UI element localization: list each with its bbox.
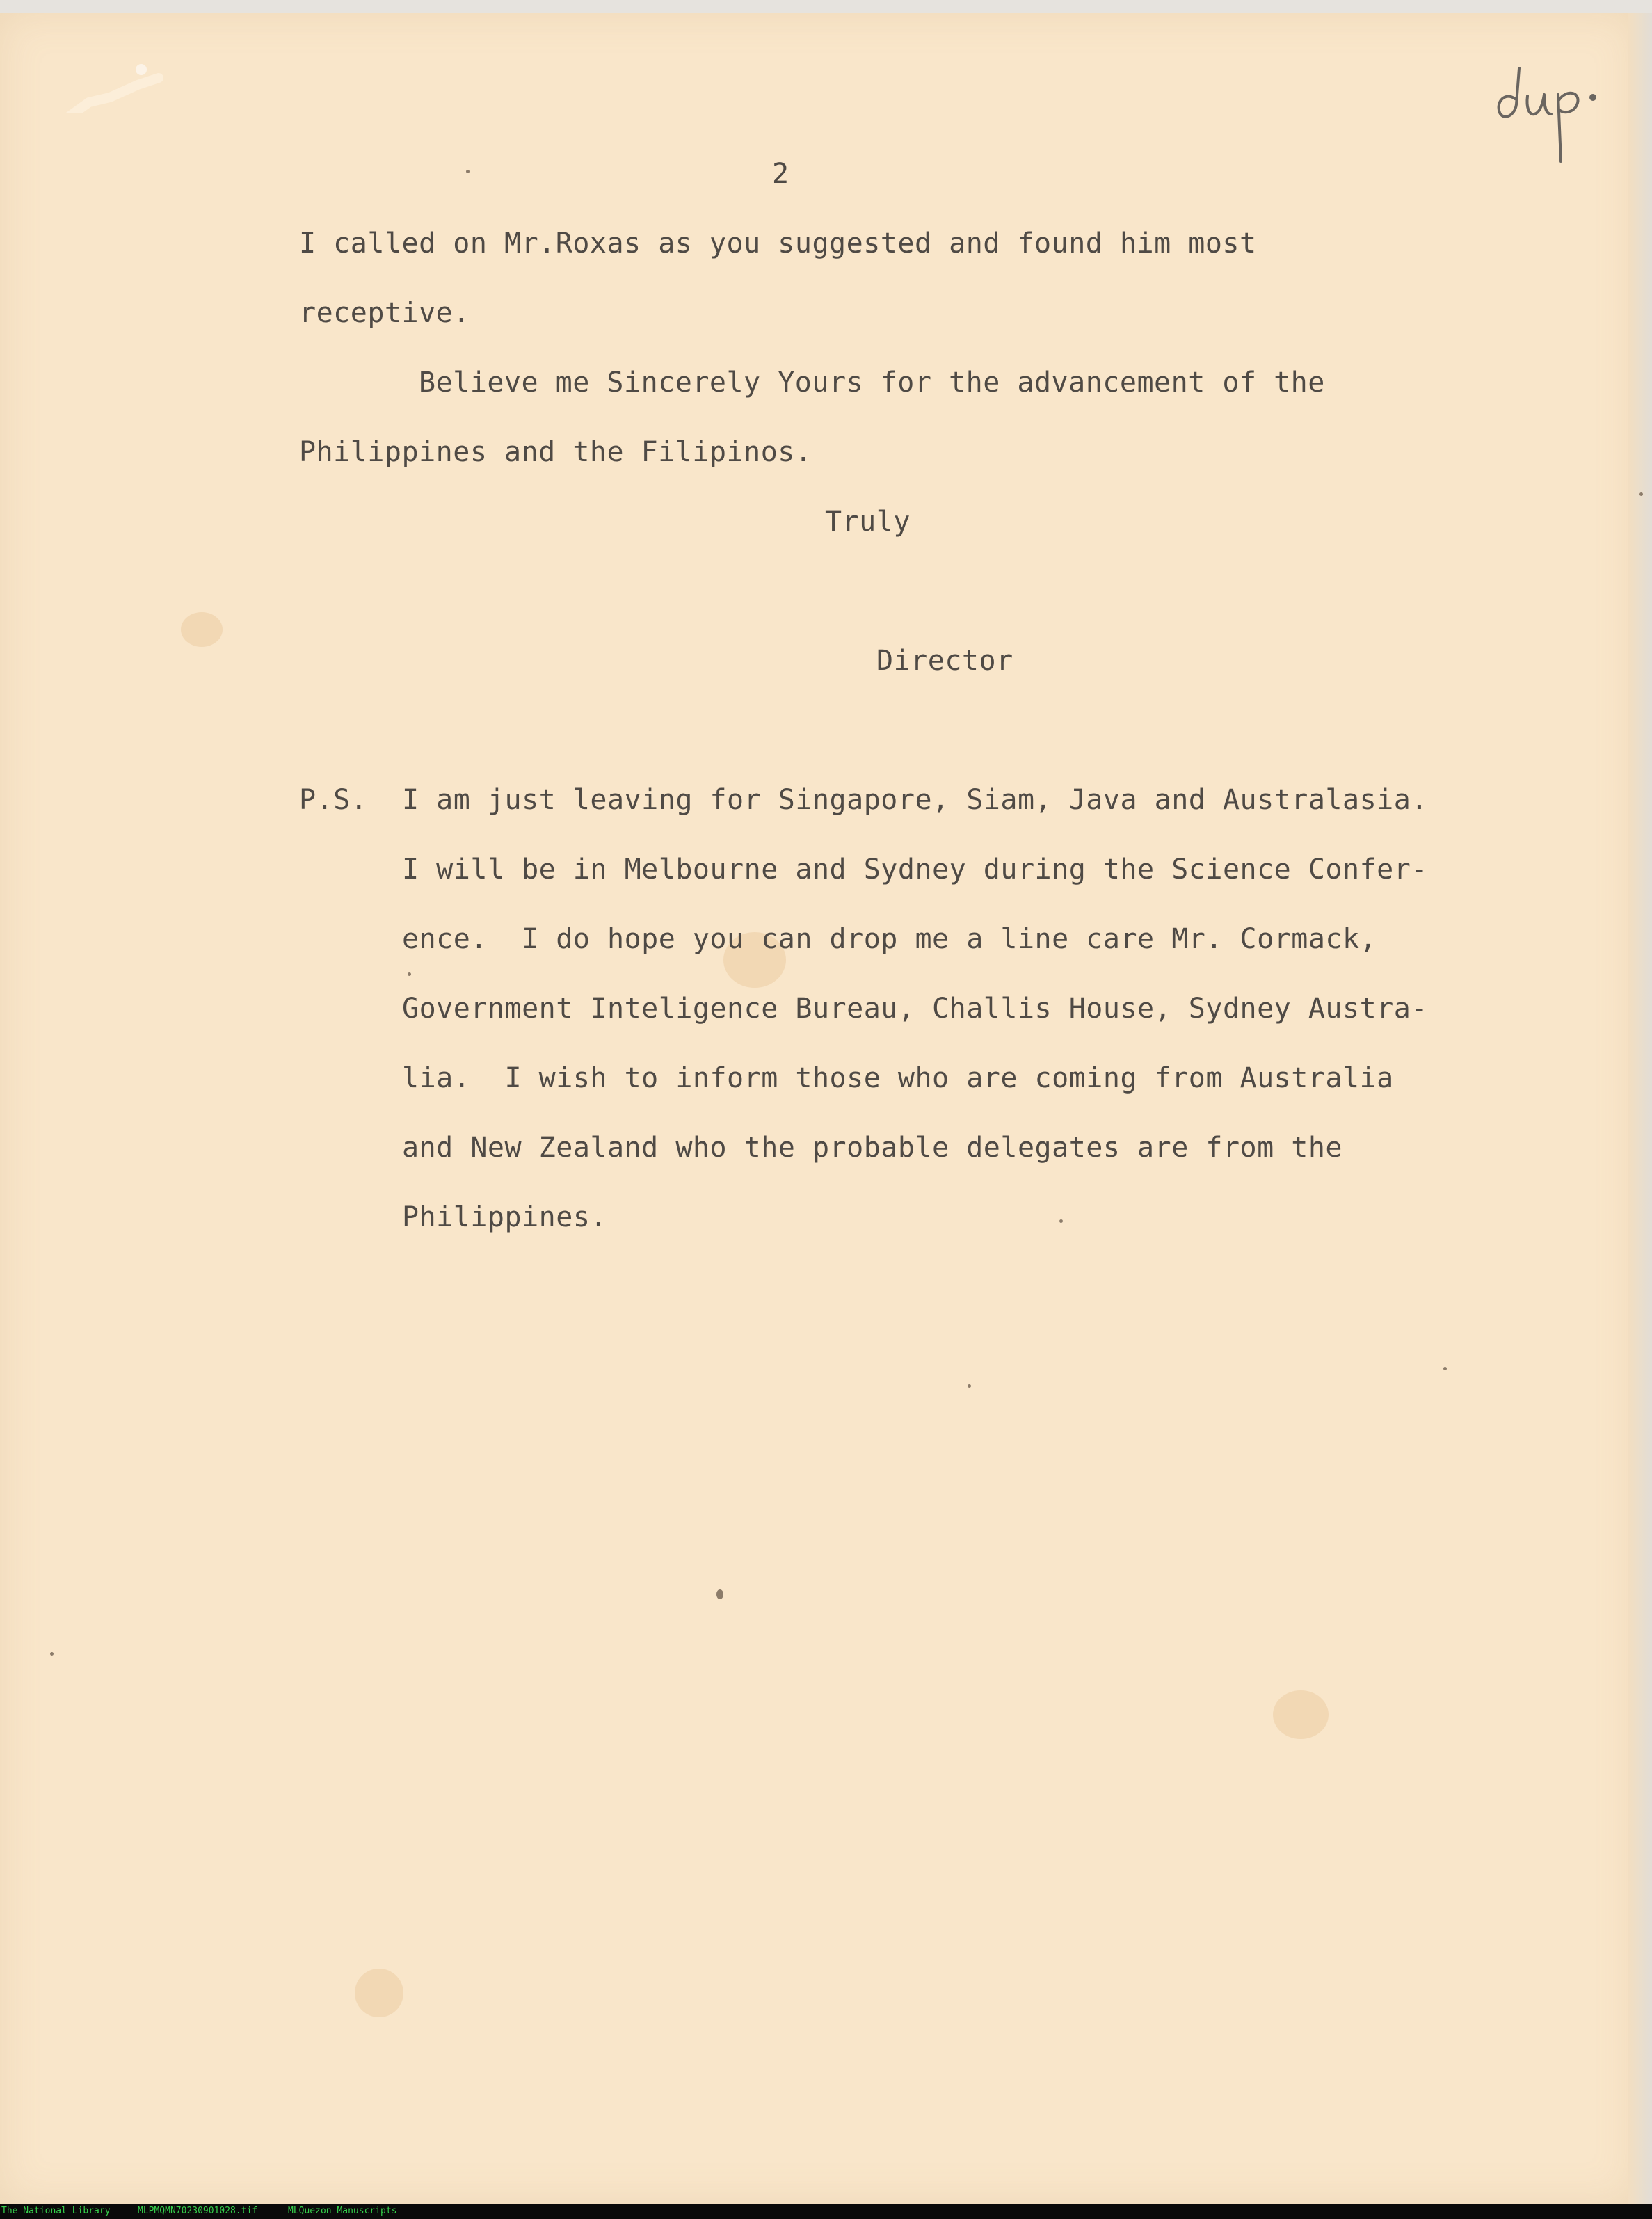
scan-right-edge xyxy=(1628,13,1652,2204)
scan-footer xyxy=(0,2204,1652,2219)
paper-speck xyxy=(408,972,411,976)
paper-speck xyxy=(466,170,470,173)
page-number: 2 xyxy=(772,158,789,190)
paragraph-2-line-2: Philippines and the Filipinos. xyxy=(299,436,812,468)
paper-speck xyxy=(1639,492,1643,496)
footer-library: The National Library xyxy=(1,2206,111,2216)
paper-speck xyxy=(716,1589,723,1599)
ps-line-4: Government Inteligence Bureau, Challis House, Sydney Austra- xyxy=(402,993,1428,1025)
closing: Truly xyxy=(825,506,911,538)
ps-label: P.S. xyxy=(299,784,368,816)
ps-line-5: lia. I wish to inform those who are coming from Australia xyxy=(402,1062,1394,1094)
paper-stain xyxy=(181,612,223,647)
letter-page xyxy=(0,13,1636,2204)
paper-stain xyxy=(1273,1690,1329,1739)
paragraph-1-line-1: I called on Mr.Roxas as you suggested and found him most xyxy=(299,227,1257,259)
footer-file: MLPMQMN70230901028.tif xyxy=(138,2206,258,2216)
ps-line-6: and New Zealand who the probable delegates are from the xyxy=(402,1132,1343,1164)
footer-collection: MLQuezon Manuscripts xyxy=(288,2206,397,2216)
handwritten-dup-note xyxy=(1489,56,1607,174)
ps-line-3: ence. I do hope you can drop me a line care Mr. Cormack, xyxy=(402,923,1377,955)
paper-speck xyxy=(968,1384,971,1388)
paper-speck xyxy=(1059,1219,1063,1223)
paper-stain xyxy=(355,1969,403,2017)
ps-line-7: Philippines. xyxy=(402,1201,607,1233)
ps-line-2: I will be in Melbourne and Sydney during the Science Confer- xyxy=(402,854,1428,886)
paper-speck xyxy=(50,1652,54,1656)
paragraph-2-line-1: Believe me Sincerely Yours for the advancement of the xyxy=(419,367,1325,399)
ps-line-1: I am just leaving for Singapore, Siam, Java and Australasia. xyxy=(402,784,1428,816)
paragraph-1-line-2: receptive. xyxy=(299,297,470,329)
paper-speck xyxy=(1443,1367,1447,1370)
signature-title: Director xyxy=(876,645,1013,677)
tape-mark-icon xyxy=(61,64,166,113)
